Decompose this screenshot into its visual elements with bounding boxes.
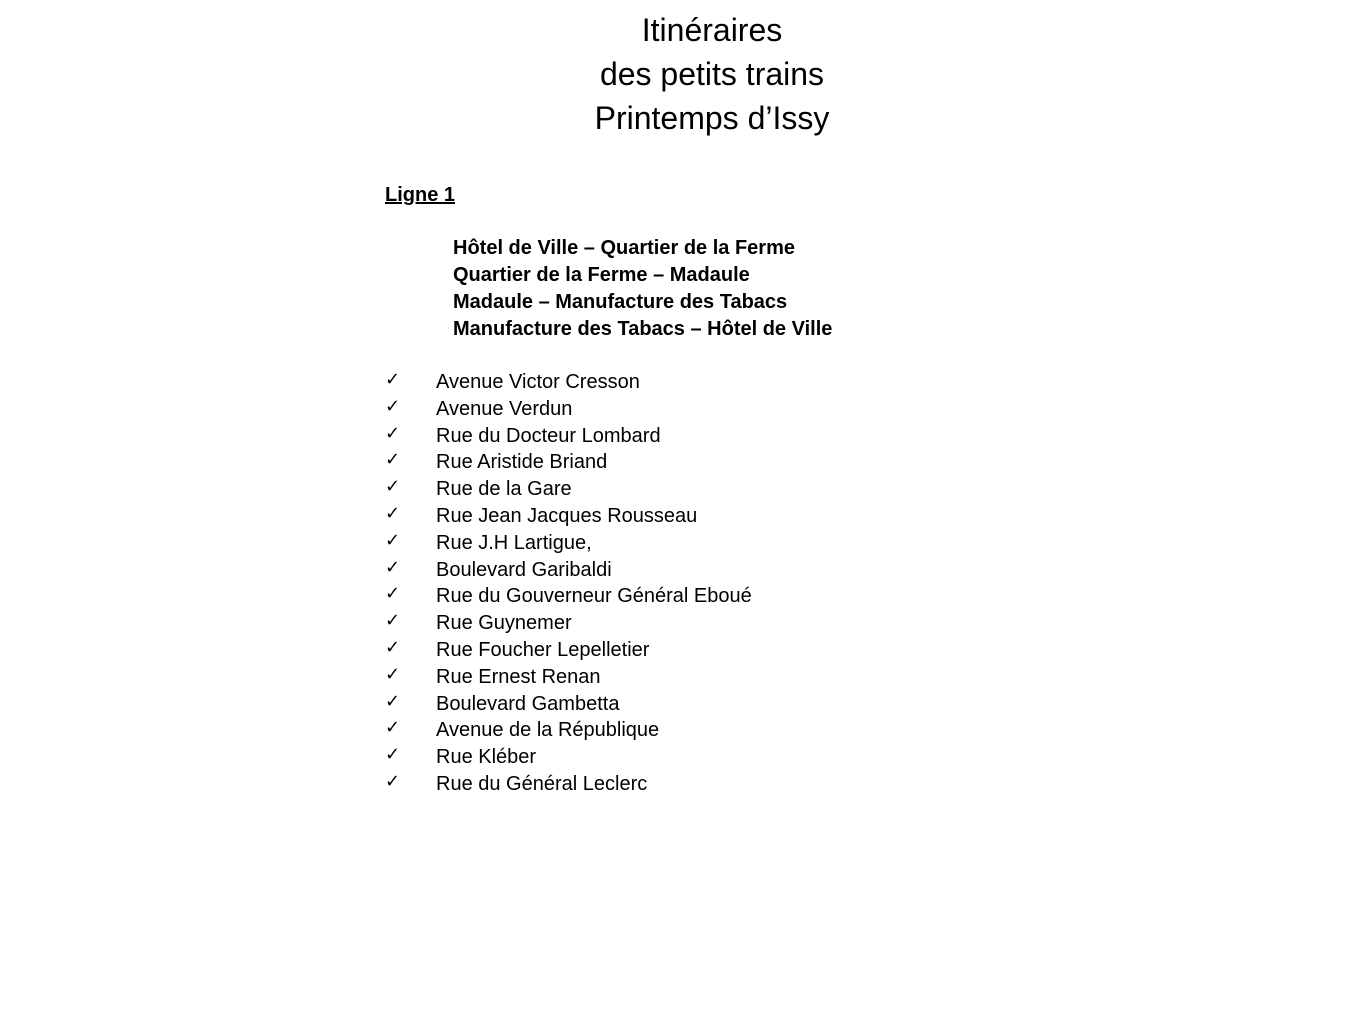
street-label: Rue Guynemer — [436, 612, 572, 635]
check-icon: ✓ — [385, 502, 401, 524]
route-segments — [453, 235, 832, 343]
street-label: Rue du Général Leclerc — [436, 772, 648, 795]
street-label: Rue Kléber — [436, 746, 537, 769]
check-icon: ✓ — [385, 476, 401, 498]
check-icon: ✓ — [385, 636, 401, 658]
check-icon: ✓ — [385, 529, 401, 551]
check-icon: ✓ — [385, 395, 401, 417]
street-label: Avenue Verdun — [436, 397, 573, 420]
street-label: Boulevard Gambetta — [436, 692, 620, 715]
street-label: Avenue Victor Cresson — [436, 371, 640, 393]
check-icon: ✓ — [385, 583, 401, 605]
check-icon: ✓ — [385, 663, 401, 685]
street-label: Rue du Docteur Lombard — [436, 424, 661, 447]
check-icon: ✓ — [385, 744, 401, 766]
title-line: Itinéraires — [641, 12, 783, 48]
street-label: Rue Foucher Lepelletier — [436, 638, 650, 661]
check-icon: ✓ — [385, 610, 401, 632]
street-label: Rue Aristide Briand — [436, 451, 608, 474]
check-icon: ✓ — [385, 717, 401, 739]
street-label: Rue Jean Jacques Rousseau — [436, 504, 698, 527]
route-segment: Madaule – Manufacture des Tabacs — [453, 291, 788, 313]
title-line: Printemps d’Issy — [594, 100, 830, 136]
check-icon: ✓ — [385, 422, 401, 444]
check-icon: ✓ — [385, 449, 401, 471]
check-icon: ✓ — [385, 770, 401, 792]
route-segment: Hôtel de Ville – Quartier de la Ferme — [453, 237, 795, 259]
street-label: Rue Ernest Renan — [436, 665, 601, 688]
title-line: des petits trains — [599, 56, 825, 92]
street-label: Boulevard Garibaldi — [436, 558, 612, 581]
street-label: Avenue de la République — [436, 719, 660, 742]
street-label: Rue du Gouverneur Général Eboué — [436, 585, 752, 608]
route-segment: Quartier de la Ferme – Madaule — [453, 264, 750, 286]
check-icon: ✓ — [385, 369, 401, 390]
route-segment: Manufacture des Tabacs – Hôtel de Ville — [453, 318, 833, 340]
document-title — [412, 8, 1012, 140]
street-label: Rue J.H Lartigue, — [436, 531, 592, 554]
line-heading: Ligne 1 — [385, 184, 456, 206]
check-icon: ✓ — [385, 690, 401, 712]
check-icon: ✓ — [385, 556, 401, 578]
street-label: Rue de la Gare — [436, 478, 572, 501]
